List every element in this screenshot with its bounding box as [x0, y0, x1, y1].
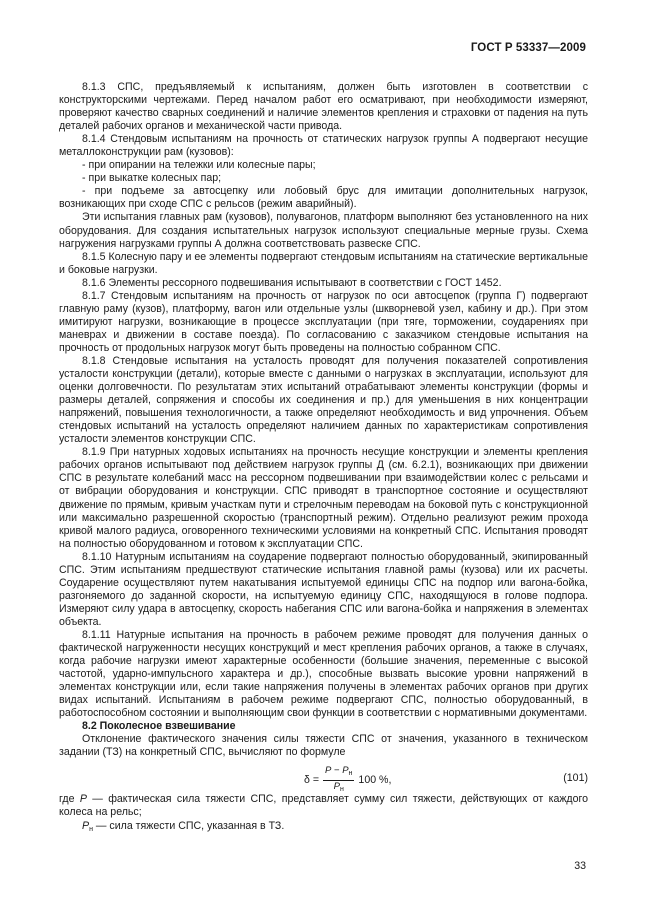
section-intro: Отклонение фактического значения силы тяжести СПС от значения, указанного в техническом задании (ТЗ) на конкретный СПС, вычисляют по формуле: [59, 733, 588, 759]
where-pn: $P_н$ — сила тяжести СПС, указанная в ТЗ.: [82, 819, 285, 833]
paragraph-8-1-3: 8.1.3 СПС, предъявляемый к испытаниям, должен быть изготовлен в соответствии с конструкторскими чертежами. Перед началом работ его осматривают, при необходимости измеряют, проверяют качество сварных соединений и наличие элементов крепления и страховки от падения на путь деталей рабочих органов и механической части привода.: [59, 81, 588, 133]
standard-header: ГОСТ Р 53337—2009: [470, 42, 586, 54]
paragraph-8-1-8: 8.1.8 Стендовые испытания на усталость проводят для получения показателей сопротивления усталости конструкции (детали), которые вместе с данными о нагрузках в эксплуатации, используют для оценки долговечности. По результатам этих испытаний отрабатывают элементы конструкции (формы и размеры деталей, сопряжения и способы их соединения и пр.) для уменьшения в них концентрации напряжений, повышения технологичности, а также определяют необходимость и вид упрочнения. Объем стендовых испытаний на усталость определяют наличием данных по характеристикам сопротивления усталости элементов конструкции СПС.: [59, 354, 588, 446]
formula-fraction: [323, 765, 354, 796]
formula-rhs: 100 %,: [358, 774, 392, 787]
where-p: где P — фактическая сила тяжести СПС, представляет сумму сил тяжести, действующих от каждого колеса на рельс;: [59, 793, 589, 819]
paragraph-8-1-6: 8.1.6 Элементы рессорного подвешивания испытывают в соответствии с ГОСТ 1452.: [82, 276, 502, 289]
formula-numerator: $P - P_н$: [323, 765, 354, 781]
page-number: 33: [574, 860, 586, 872]
paragraph-8-1-10: 8.1.10 Натурным испытаниям на соударение подвергают полностью оборудованный, экипированный СПС. Этим испытаниям предшествуют статические испытания главной рамы (кузова) или их расчеты. Соударение осуществляют путем накатывания испытуемой единицы СПС на подпор или вагона-бойка, разгоняемого до заданной скорости, на испытуемую единицу СПС, находящуюся в голове подпора. Измеряют силу удара в автосцепку, скорость набегания СПС или вагона-бойка и напряжения в элементах объекта.: [59, 550, 588, 628]
paragraph-8-1-4: 8.1.4 Стендовым испытаниям на прочность от статических нагрузок группы А подвергают несущие металлоконструкции рам (кузовов):: [59, 133, 588, 159]
list-item: - при выкатке колесных пар;: [82, 172, 222, 185]
formula-101: [59, 762, 588, 792]
section-heading-8-2: 8.2 Поколесное взвешивание: [82, 720, 236, 733]
formula-number: (101): [563, 772, 588, 785]
formula-expression: [304, 765, 391, 796]
document-body: [59, 81, 588, 836]
formula-denominator: $P_н$: [333, 781, 344, 794]
paragraph-8-1-7: 8.1.7 Стендовым испытаниям на прочность от нагрузок по оси автосцепок (группа Г) подвергают главную раму (кузов), платформу, вагон или отдельные узлы (шкворневой узел, кабину и др.). При этом имитируют нагрузки, возникающие в процессе эксплуатации (при тяге, торможении, соударениях при маневрах и движении в составе поезда). По согласованию с заказчиком стендовые испытания на прочность от продольных нагрузок могут быть проведены на полностью собранном СПС.: [59, 289, 588, 354]
list-item: - при опирании на тележки или колесные пары;: [82, 159, 316, 172]
paragraph-8-1-5: 8.1.5 Колесную пару и ее элементы подвергают стендовым испытаниям на статические вертикальные и боковые нагрузки.: [59, 250, 588, 276]
list-item: - при подъеме за автосцепку или лобовый брус для имитации дополнительных нагрузок, возникающих при сходе СПС с рельсов (режим аварийный).: [59, 185, 588, 211]
paragraph-group-a-note: Эти испытания главных рам (кузовов), полувагонов, платформ выполняют без установленного на них оборудования. Для создания испытательных нагрузок используют специальные мерные грузы. Схема нагружения нагрузками группы А должна соответствовать развеске СПС.: [59, 211, 588, 250]
paragraph-8-1-11: 8.1.11 Натурные испытания на прочность в рабочем режиме проводят для получения данных о фактической нагруженности несущих конструкций и мест крепления рабочих органов, а также в случаях, когда рабочие нагрузки имеют характерные особенности (большие значения, переменные с высокой частотой, ударно-импульсного характера и др.), способные вызвать высокие уровни напряжений в элементах конструкции или, если такие напряжения получены в элементах рабочих органов при других видах испытаний. Испытаниям в рабочем режиме подвергают СПС, полностью оборудованный, в работоспособном состоянии и выполняющим свои функции в соответствии с нормативными документами.: [59, 628, 588, 720]
paragraph-8-1-9: 8.1.9 При натурных ходовых испытаниях на прочность несущие конструкции и элементы крепления рабочих органов испытывают под действием нагрузок группы Д (см. 6.2.1), возникающих при движении СПС в результате колебаний масс на рессорном подвешивании при взаимодействии колес с рельсами и от вибрации оборудования и конструкции. СПС приводят в транспортное состояние и осуществляют движение по прямым, кривым участкам пути и стрелочным переводам на боковой путь с конструкционной или максимально разрешенной скоростью (транспортный режим). Отдельно реализуют режим прохода кривой малого радиуса, оговоренного техническими условиями на конкретный СПС. Испытания проводят на полностью оборудованном и готовом к эксплуатации СПС.: [59, 446, 588, 550]
formula-lhs: δ =: [304, 774, 320, 787]
